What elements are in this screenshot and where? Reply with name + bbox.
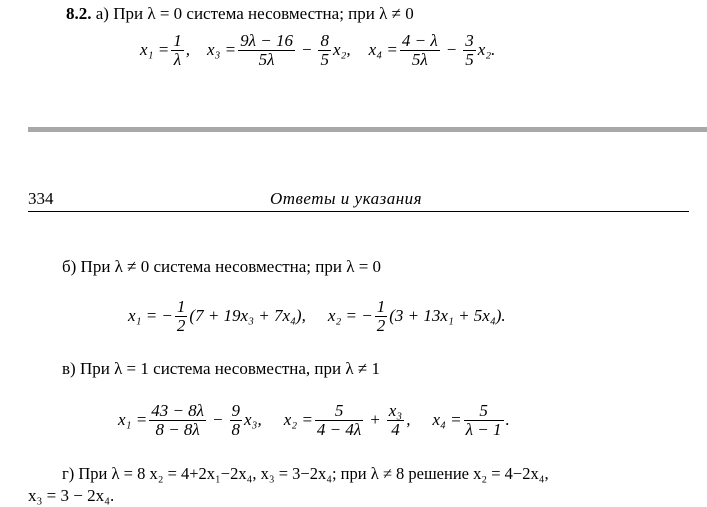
answer-a-text: а) При λ = 0 система несовместна; при λ ≠ 0 [95,4,414,23]
fraction: $\frac{9\lambda - 16}{5\lambda}$ [240,30,293,69]
answer-v-equations [118,397,510,443]
problem-number: 8.2. [66,4,92,23]
fraction: $\frac{43 - 8\lambda}{8 - 8\lambda}$ [151,400,205,439]
eq-x4-lhs: x₄ = [432,410,462,429]
eq-x2-tail: (3 + 13x₁ + 5x₄). [389,306,506,325]
answer-a-equations [140,28,495,72]
answer-b-equations [128,294,506,338]
answer-g-line1: г) При λ = 8 x₂ = 4+2x₁−2x₄, x₃ = 3−2x₄; при λ ≠ 8 решение x₂ = 4−2x₄, [62,464,549,483]
minus-sign: − [300,40,313,59]
eq-x1-lhs: x₁ = [118,410,148,429]
eq-x4-tail: . [505,410,510,429]
eq-x3-tail: x₂, [332,40,351,59]
minus-sign: − [445,40,458,59]
eq-x1-tail: (7 + 19x₃ + 7x₄), [189,306,306,325]
plus-sign: + [369,410,381,429]
fraction: $\frac{4 - \lambda}{5\lambda}$ [401,30,438,69]
eq-x4-tail: x₂. [477,40,496,59]
eq-x4-lhs: x₄ = [368,40,398,59]
answer-b-text: б) При λ ≠ 0 система несовместна; при λ = 0 [62,257,382,276]
fraction: $\frac{1}{2}$ [176,296,186,335]
eq-x1-lhs: x₁ = [140,40,170,59]
answer-8-2-line [66,4,414,24]
page-divider [28,127,707,132]
fraction: $\frac{\text{x₃}}{4}$ [388,400,403,439]
eq-x1-tail: x₃, [244,410,262,429]
eq-x2-tail: , [406,410,411,429]
minus-sign: − [212,410,224,429]
fraction: $\frac{1}{2}$ [376,296,386,335]
fraction: $\frac{5}{\lambda - 1}$ [465,400,502,439]
page-number: 334 [28,189,54,208]
fraction: $\frac{8}{5}$ [320,30,329,69]
eq-x3-lhs: , x₃ = [185,40,237,59]
header-rule [28,211,689,212]
fraction: $\frac{5}{4 - 4\lambda}$ [316,400,362,439]
eq-x2-lhs: x₂ = − [327,306,373,325]
fraction: $\frac{3}{5}$ [465,30,474,69]
eq-x2-lhs: x₂ = [283,410,313,429]
answer-v-text: в) При λ = 1 система несовместна, при λ ≠ 1 [62,359,380,378]
fraction: $\frac{9}{8}$ [231,400,241,439]
answer-g-line2: x₃ = 3 − 2x₄. [28,486,115,505]
eq-x1-lhs: x₁ = − [128,306,173,325]
fraction: $\frac{1}{\lambda}$ [173,30,182,69]
running-title: Ответы и указания [270,189,423,208]
